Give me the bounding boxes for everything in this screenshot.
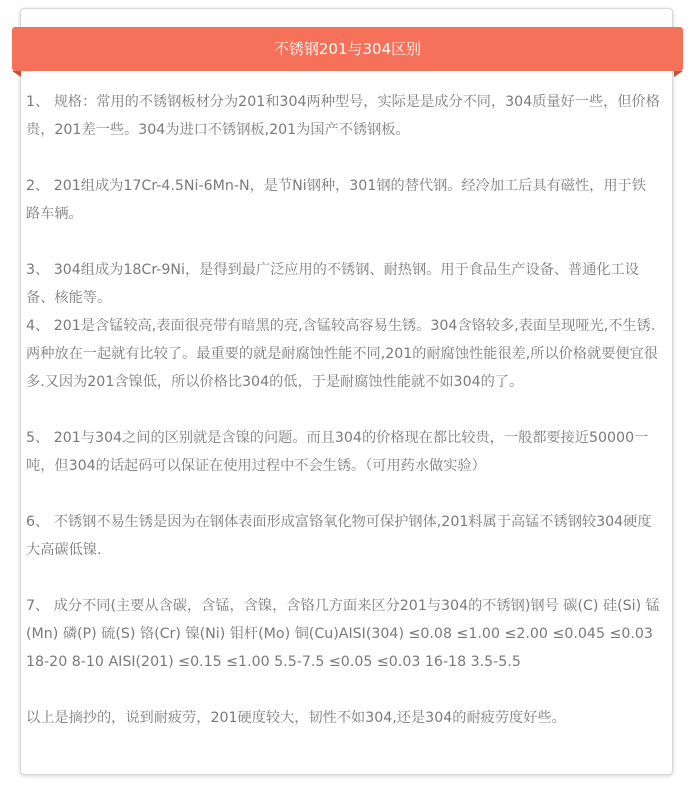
paragraph-spacer [26,480,660,508]
paragraph-spacer [26,564,660,592]
paragraph-spacer [26,676,660,704]
paragraph-spacer [26,396,660,424]
paragraph-6: 6、 不锈钢不易生锈是因为在钢体表面形成富铬氧化物可保护钢体,201料属于高锰不锈钢较304硬度大高碳低镍. [26,514,652,558]
article-title: 不锈钢201与304区别 [273,40,422,58]
paragraph-spacer [26,228,660,256]
article-title-banner [12,27,683,71]
paragraph-7: 7、 成分不同(主要从含碳，含锰，含镍，含铬几方面来区分201与304的不锈钢)钢号 碳(C) 硅(Si) 锰(Mn) 磷(P) 硫(S) 铬(Cr) 镍(Ni) 钼杆(Mo) 铜(Cu)AISI(304) ≤0.08 ≤1.00 ≤2.00 ≤0.045 ≤0.03 18-20 8-10 AISI(201) ≤0.15 ≤1.00 5.5-7.5 ≤0.05 ≤0.03 16-18 3.5-5.5 [26,598,660,670]
ribbon-fold-left [12,71,21,77]
paragraph-1: 1、 规格：常用的不锈钢板材分为201和304两种型号，实际是是成分不同，304质量好一些，但价格贵，201差一些。304为进口不锈钢板,201为国产不锈钢板。 [26,94,660,138]
paragraph-4: 4、 201是含锰较高,表面很亮带有暗黑的亮,含锰较高容易生锈。304含铬较多,表面呈现哑光,不生锈.两种放在一起就有比较了。最重要的就是耐腐蚀性能不同,201的耐腐蚀性能很差,所以价格就要便宜很多.又因为201含镍低，所以价格比304的低，于是耐腐蚀性能就不如304的了。 [26,318,658,390]
paragraph-2: 2、 201组成为17Cr-4.5Ni-6Mn-N，是节Ni钢种，301钢的替代钢。经冷加工后具有磁性，用于铁路车辆。 [26,178,646,222]
ribbon-fold-right [674,71,683,77]
paragraph-8: 以上是摘抄的，说到耐疲劳，201硬度较大，韧性不如304,还是304的耐疲劳度好些。 [26,710,566,726]
paragraph-3: 3、 304组成为18Cr-9Ni，是得到最广泛应用的不锈钢、耐热钢。用于食品生产设备、普通化工设备、核能等。 [26,262,639,306]
paragraph-spacer [26,144,660,172]
paragraph-5: 5、 201与304之间的区别就是含镍的问题。而且304的价格现在都比较贵，一般都要接近50000一吨，但304的话起码可以保证在使用过程中不会生锈。（可用药水做实验） [26,430,649,474]
article-body [26,88,660,732]
